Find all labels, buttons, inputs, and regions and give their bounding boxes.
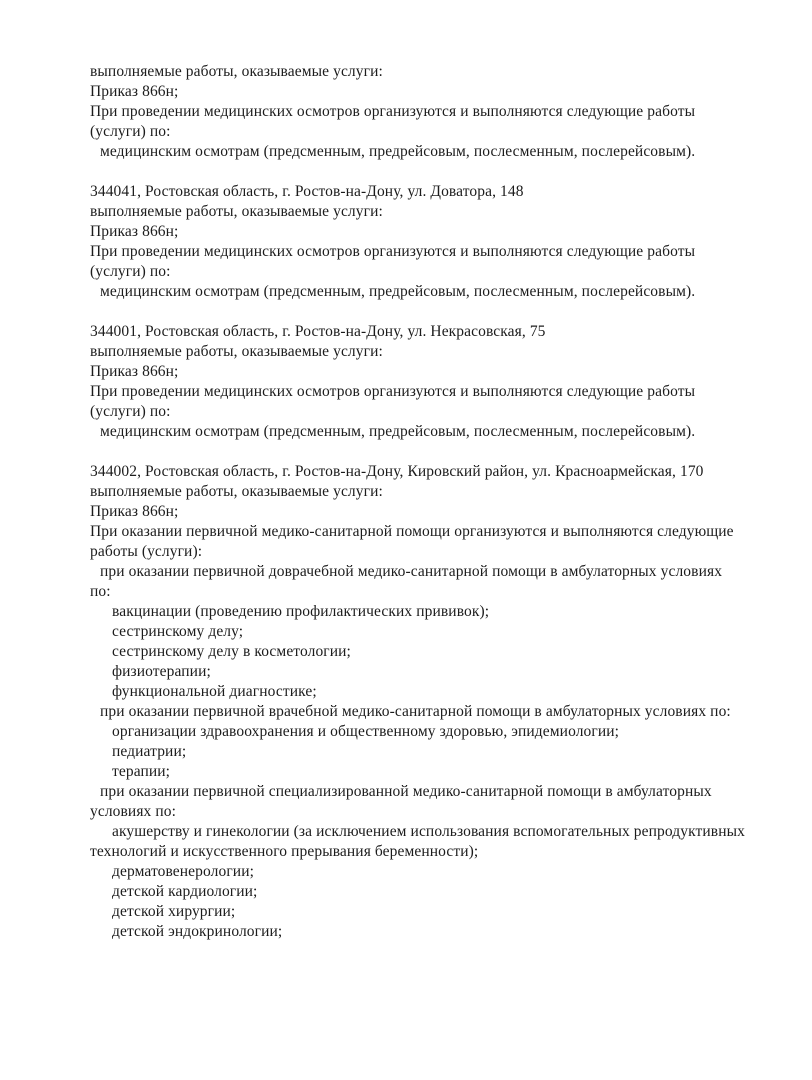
text-line: выполняемые работы, оказываемые услуги:	[90, 483, 383, 500]
paragraph-block	[90, 322, 782, 442]
text-line: вакцинации (проведению профилактических прививок);	[112, 603, 490, 620]
text-line: 344002, Ростовская область, г. Ростов-на-Дону, Кировский район, ул. Красноармейская, 170	[90, 463, 704, 480]
text-line: медицинским осмотрам (предсменным, предрейсовым, послесменным, послерейсовым).	[100, 283, 696, 300]
text-line: При проведении медицинских осмотров организуются и выполняются следующие работы	[90, 103, 696, 120]
text-line: (услуги) по:	[90, 123, 171, 140]
text-line: сестринскому делу в косметологии;	[112, 643, 351, 660]
text-line: (услуги) по:	[90, 263, 171, 280]
text-line: детской хирургии;	[112, 903, 236, 920]
text-line: медицинским осмотрам (предсменным, предрейсовым, послесменным, послерейсовым).	[100, 423, 696, 440]
text-line: при оказании первичной врачебной медико-санитарной помощи в амбулаторных условиях по:	[100, 703, 731, 720]
text-line: При оказании первичной медико-санитарной помощи организуются и выполняются следующие	[90, 523, 734, 540]
text-line: 344041, Ростовская область, г. Ростов-на-Дону, ул. Доватора, 148	[90, 183, 524, 200]
text-line: При проведении медицинских осмотров организуются и выполняются следующие работы	[90, 243, 696, 260]
text-line: Приказ 866н;	[90, 503, 179, 520]
text-line: условиях по:	[90, 803, 177, 820]
text-line: при оказании первичной специализированной медико-санитарной помощи в амбулаторных	[100, 783, 712, 800]
text-line: дерматовенерологии;	[112, 863, 254, 880]
text-line: сестринскому делу;	[112, 623, 244, 640]
text-line: педиатрии;	[112, 743, 187, 760]
text-line: работы (услуги):	[90, 543, 203, 560]
text-line: (услуги) по:	[90, 403, 171, 420]
text-line: физиотерапии;	[112, 663, 211, 680]
text-line: выполняемые работы, оказываемые услуги:	[90, 343, 383, 360]
paragraph-block	[90, 462, 782, 942]
text-line: При проведении медицинских осмотров организуются и выполняются следующие работы	[90, 383, 696, 400]
text-line: при оказании первичной доврачебной медико-санитарной помощи в амбулаторных условиях	[100, 563, 723, 580]
document-body	[90, 62, 782, 942]
text-line: по:	[90, 583, 111, 600]
text-line: терапии;	[112, 763, 171, 780]
text-line: выполняемые работы, оказываемые услуги:	[90, 63, 383, 80]
text-line: медицинским осмотрам (предсменным, предрейсовым, послесменным, послерейсовым).	[100, 143, 696, 160]
text-line: функциональной диагностике;	[112, 683, 317, 700]
text-line: 344001, Ростовская область, г. Ростов-на-Дону, ул. Некрасовская, 75	[90, 323, 546, 340]
paragraph-block	[90, 182, 782, 302]
text-line: Приказ 866н;	[90, 363, 179, 380]
text-line: организации здравоохранения и общественному здоровью, эпидемиологии;	[112, 723, 620, 740]
text-line: выполняемые работы, оказываемые услуги:	[90, 203, 383, 220]
text-line: технологий и искусственного прерывания беременности);	[90, 843, 479, 860]
text-line: акушерству и гинекологии (за исключением использования вспомогательных репродуктивных	[112, 823, 745, 840]
text-line: Приказ 866н;	[90, 223, 179, 240]
text-line: детской эндокринологии;	[112, 923, 283, 940]
text-line: детской кардиологии;	[112, 883, 258, 900]
text-line: Приказ 866н;	[90, 83, 179, 100]
paragraph-block	[90, 62, 782, 162]
